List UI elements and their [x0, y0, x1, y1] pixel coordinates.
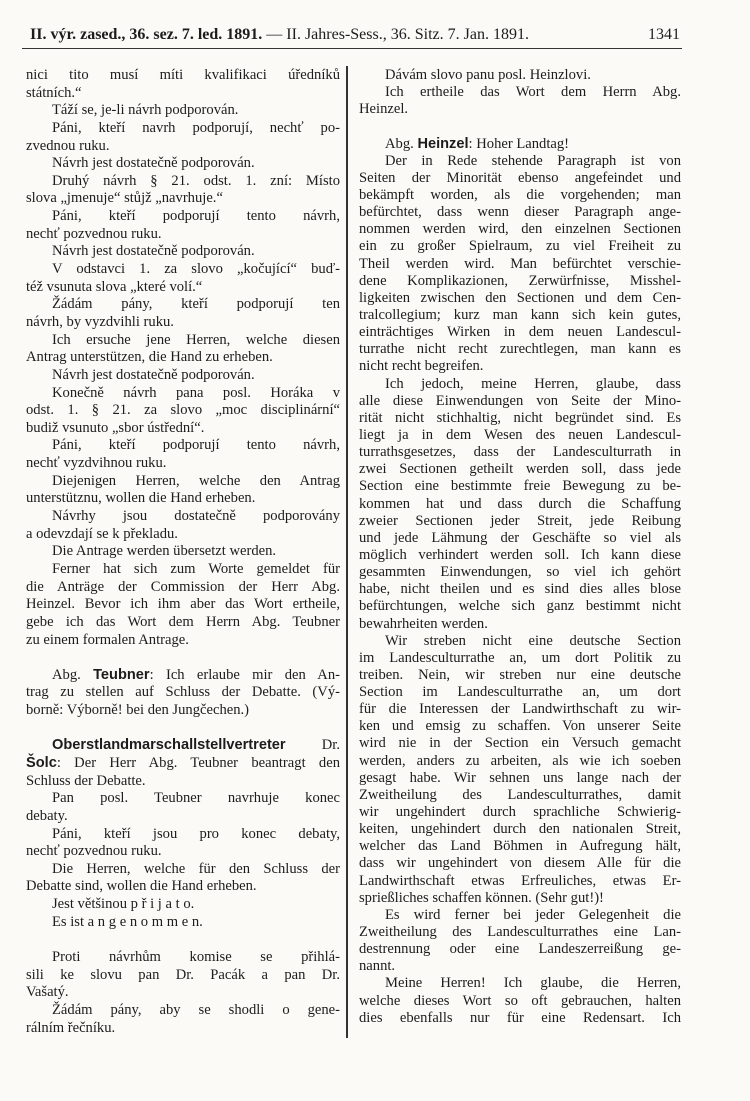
text-line: liegt ja in dem Wesen des neuen Landescul- — [359, 426, 681, 443]
text-line: welche dieses Wort so oft gebrauchen, halten — [359, 992, 681, 1009]
text-line: welcher das Land Böhmen in Aufregung hält, — [359, 838, 681, 855]
speech-text: : Ich erlaube mir den An- — [149, 666, 340, 683]
text-line: bekämpft worden, als die vorgehenden; man — [359, 186, 681, 203]
paragraph — [26, 737, 340, 790]
speaker-name: Heinzel — [417, 135, 469, 152]
text-line: destrennung oder eine Landeszerreißung ge- — [359, 941, 681, 958]
speaker-name: Oberstlandmarschallstellvertreter — [52, 737, 286, 754]
text-line: Die Antrage werden übersetzt werden. — [52, 543, 277, 560]
text-line: Jest většinou p ř i j a t o. — [52, 896, 195, 913]
text-line: Vašatý. — [26, 984, 69, 1001]
speaker-name: Šolc — [26, 754, 57, 771]
paragraph — [26, 102, 340, 120]
text-line: Páni, kteří podporují tento návrh, — [52, 437, 340, 454]
text-line: sili ke slovu pan Dr. Pacák a pan Dr. — [26, 966, 340, 983]
text-line: möglich verhindert werden soll. Ich kann diese — [359, 546, 681, 563]
text-line: gesagt habe. Wir sehnen uns lange nach der — [359, 769, 681, 786]
paragraph — [26, 667, 340, 720]
paragraph — [26, 949, 340, 1002]
paragraph — [26, 208, 340, 243]
text-line: Ich jedoch, meine Herren, glaube, dass — [385, 375, 681, 392]
text-line: státních.“ — [26, 84, 82, 101]
paragraph — [359, 84, 681, 118]
text-line: Táží se, je-li návrh podporován. — [52, 102, 239, 119]
header-title — [30, 26, 529, 44]
paragraph — [26, 508, 340, 543]
text-line: nechť pozvednou ruku. — [26, 225, 162, 242]
paragraph — [359, 67, 681, 84]
text-line: nannt. — [359, 958, 396, 975]
text-line: Heinzel. Bevor ich ihm aber das Wort ertheile, — [26, 596, 340, 613]
text-line: Zweitheilung des Landesculturrathes eine Lan- — [359, 924, 681, 941]
text-line: Návrh jest dostatečně podporován. — [52, 243, 255, 260]
text-line: und jede Lähmung der Geschäfte so viel als — [359, 529, 681, 546]
text-line: Zweitheilung des Landesculturrathes, damit — [359, 786, 681, 803]
text-line: Antrag unterstützen, die Hand zu erheben. — [26, 349, 273, 366]
text-line: Páni, kteří jsou pro konec debaty, — [52, 825, 340, 842]
text-line: treiben. Nein, wir streben nur eine deutsche — [359, 666, 681, 683]
text-line: návrh, by vyzdvihli ruku. — [26, 313, 174, 330]
text-line: für die Interessen der Landwirthschaft zu wir- — [359, 701, 681, 718]
text-line: sprießliches schaffen können. (Sehr gut!)! — [359, 889, 604, 906]
text-line: ein zu großer Spielraum, zu viel Freiheit zu — [359, 238, 681, 255]
text-line: Die Herren, welche für den Schluss der — [52, 860, 340, 877]
paragraph — [359, 153, 681, 376]
paragraph — [26, 332, 340, 367]
text-line: Landwirthschaft etwas Erfreuliches, etwas Er- — [359, 872, 681, 889]
text-line: zwei Sectionen getheilt werden soll, dass jede — [359, 461, 681, 478]
text-line — [26, 737, 340, 755]
text-line: Žádám pány, aby se shodli o gene- — [52, 1001, 340, 1018]
text-line: Ich ersuche jene Herren, welche diesen — [52, 331, 340, 348]
paragraph-gap — [26, 649, 340, 667]
text-line: nommen werden wird, den einzelnen Sectionen — [359, 221, 681, 238]
text-line: nechť pozvednou ruku. — [26, 843, 162, 860]
text-line: dass wir ungehindert von diesem Alle für die — [359, 855, 681, 872]
speech-text: : Hoher Landtag! — [468, 135, 570, 152]
speaker-prefix: Abg. — [385, 135, 418, 152]
text-line: Druhý návrh § 21. odst. 1. zní: Místo — [52, 172, 340, 189]
paragraph — [26, 473, 340, 508]
paragraph-gap — [359, 118, 681, 135]
text-line — [26, 667, 340, 685]
speech-text: : Der Herr Abg. Teubner beantragt den — [56, 754, 340, 771]
paragraph — [26, 437, 340, 472]
text-line — [359, 136, 681, 153]
header-title-cz: II. výr. zased., 36. sez. 7. led. 1891. — [30, 26, 263, 43]
paragraph — [26, 155, 340, 173]
text-line: Páni, kteří podporují tento návrh, — [52, 208, 340, 225]
text-line: též vsunuta slova „které volí.“ — [26, 278, 203, 295]
paragraph-gap — [26, 931, 340, 949]
text-line: die Anträge der Commission der Herr Abg. — [26, 578, 340, 595]
text-line: Heinzel. — [359, 101, 409, 118]
speaker-prefix: Abg. — [52, 666, 94, 683]
speech-text: Dr. — [285, 737, 340, 754]
text-line: wir ungehindert durch sprachliche Schwierig- — [359, 804, 681, 821]
paragraph — [359, 136, 681, 153]
text-line: zu einem formalen Antrage. — [26, 631, 189, 648]
text-line: Section eine bestimmte freie Bewegung zu be- — [359, 478, 681, 495]
header-separator: — — [266, 26, 283, 43]
text-line: Es ist a n g e n o m m e n. — [52, 913, 203, 930]
text-line: Proti návrhům komise se přihlá- — [52, 949, 340, 966]
text-line: Dávám slovo panu posl. Heinzlovi. — [385, 67, 591, 83]
paragraph — [26, 896, 340, 914]
text-line: nicht recht begreifen. — [359, 358, 484, 375]
text-line — [26, 755, 340, 773]
text-line: Theil werden wird. Man befürchtet verschie- — [359, 255, 681, 272]
text-line: borně: Výborně! bei den Jungčechen.) — [26, 702, 250, 719]
text-line: dene Komplikazionen, Zerwürfnisse, Misshel- — [359, 272, 681, 289]
text-line: unterstütznu, wollen die Hand erheben. — [26, 490, 256, 507]
text-line: kommen hat und dass durch die Schaffung — [359, 495, 681, 512]
paragraph — [26, 173, 340, 208]
left-column — [26, 67, 340, 1037]
speaker-name: Teubner — [93, 666, 150, 683]
text-line: Schluss der Debatte. — [26, 772, 146, 789]
text-line: im Landesculturrathe an, um dort Politik zu — [359, 649, 681, 666]
paragraph — [26, 861, 340, 896]
text-line: Páni, kteří navrh podporují, nechť po- — [52, 119, 340, 136]
text-line: slova „jmenuje“ stůjž „navrhuje.“ — [26, 190, 223, 207]
text-line: turrathe nicht recht zurechtlegen, man kann es — [359, 341, 681, 358]
paragraph — [359, 907, 681, 976]
text-line: einträchtiges Wirken in dem neuen Landescul- — [359, 324, 681, 341]
text-line: debaty. — [26, 807, 68, 824]
text-line: befürchtungen, welche sich ganz bestimmt nicht — [359, 598, 681, 615]
paragraph — [26, 385, 340, 438]
text-line: budiž vsunuto „sbor ústřední“. — [26, 419, 205, 436]
text-line: Diejenigen Herren, welche den Antrag — [52, 472, 340, 489]
paragraph — [359, 376, 681, 633]
text-line: Seiten der Minorität ebenso angefeindet und — [359, 169, 681, 186]
text-line: turrathsgesetzes, dass der Landesculturrath in — [359, 444, 681, 461]
text-line: werden, anders zu arbeiten, als wie ich soeben — [359, 752, 681, 769]
text-line: ligkeiten zwischen den Sectionen und dem Cen- — [359, 289, 681, 306]
paragraph — [26, 67, 340, 102]
text-line: zweier Sectionen jeder Streit, jede Reibung — [359, 512, 681, 529]
text-line: rität nicht stichhaltig, nicht begründet sind. Es — [359, 409, 681, 426]
text-line: trag zu stellen auf Schluss der Debatte. (Vý- — [26, 684, 340, 701]
text-line: Ich ertheile das Wort dem Herrn Abg. — [385, 84, 681, 101]
paragraph — [26, 243, 340, 261]
paragraph — [26, 826, 340, 861]
paragraph — [26, 296, 340, 331]
text-line: Wir streben nicht eine deutsche Section — [385, 632, 681, 649]
text-line: Section im Landesculturrathe an, um dort — [359, 684, 681, 701]
column-divider — [346, 66, 348, 1038]
text-line: gesammten Einwendungen, so viel ich gehört — [359, 564, 681, 581]
text-line: habe, nicht theilen und es sind dies alles blose — [359, 581, 681, 598]
text-line: bewahrheiten werden. — [359, 615, 488, 632]
paragraph — [26, 561, 340, 649]
paragraph — [26, 367, 340, 385]
text-line: Návrhy jsou dostatečně podporovány — [52, 508, 340, 525]
paragraph — [359, 633, 681, 907]
text-line: ken und emsig zu schaffen. Von unserer Seite — [359, 718, 681, 735]
text-line: V odstavci 1. za slovo „kočující“ buď- — [52, 261, 340, 278]
paragraph — [26, 914, 340, 932]
text-line: Konečně návrh pana posl. Horáka v — [52, 384, 340, 401]
header-title-de: II. Jahres-Sess., 36. Sitz. 7. Jan. 1891. — [286, 26, 529, 43]
text-line: Žádám pány, kteří podporují ten — [52, 296, 340, 313]
text-line: gebe ich das Wort dem Herrn Abg. Teubner — [26, 613, 340, 630]
text-line: Návrh jest dostatečně podporován. — [52, 366, 255, 383]
paragraph — [359, 975, 681, 1026]
paragraph — [26, 120, 340, 155]
paragraph — [26, 790, 340, 825]
text-line: rálním řečníku. — [26, 1019, 116, 1036]
text-line: zvednou ruku. — [26, 137, 110, 154]
text-line: Es wird ferner bei jeder Gelegenheit die — [385, 906, 681, 923]
text-line: Debatte sind, wollen die Hand erheben. — [26, 878, 257, 895]
running-header — [22, 24, 682, 49]
paragraph-gap — [26, 720, 340, 738]
text-line: odst. 1. § 21. za slovo „moc disciplinární“ — [26, 402, 340, 419]
paragraph — [26, 543, 340, 561]
text-line: a odevzdají se k překladu. — [26, 525, 178, 542]
right-column — [359, 67, 681, 1027]
text-line: Pan posl. Teubner navrhuje konec — [52, 790, 340, 807]
text-line: Der in Rede stehende Paragraph ist von — [385, 152, 681, 169]
text-line: tralcollegium; kurz man kann sich kein gutes, — [359, 306, 681, 323]
page-number: 1341 — [648, 26, 680, 43]
text-line: Návrh jest dostatečně podporován. — [52, 155, 255, 172]
text-line: alle diese Einwendungen von Seite der Mino- — [359, 392, 681, 409]
text-line: Meine Herren! Ich glaube, die Herren, — [385, 975, 681, 992]
text-line: Ferner hat sich zum Worte gemeldet für — [52, 560, 340, 577]
text-line: dies ebenfalls nur für eine Redensart. Ich — [359, 1009, 681, 1026]
text-line: befürchtet, dass wenn dieser Paragraph ange- — [359, 204, 681, 221]
paragraph — [26, 261, 340, 296]
text-line: wird nie in der Section ein Versuch gemacht — [359, 735, 681, 752]
text-line: nici tito musí míti kvalifikaci úředníků — [26, 67, 340, 83]
paragraph — [26, 1002, 340, 1037]
text-line: keiten, ungehindert durch den nationalen Streit, — [359, 821, 681, 838]
text-line: nechť vyzdvihnou ruku. — [26, 455, 167, 472]
